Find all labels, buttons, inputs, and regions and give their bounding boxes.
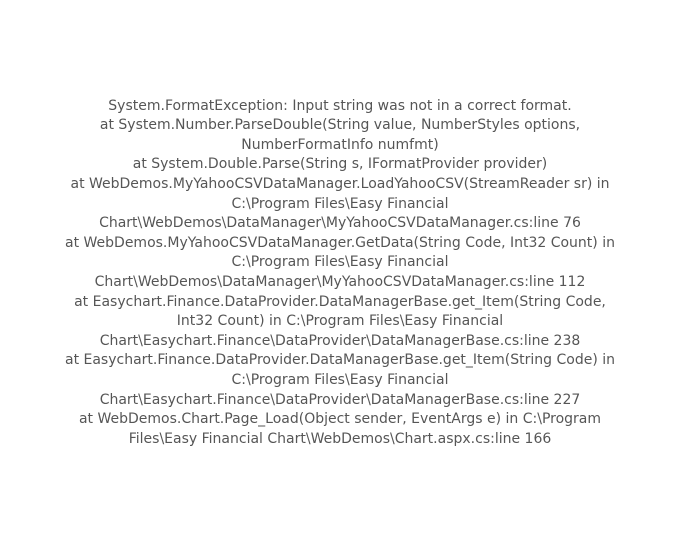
stack-trace-line: at Easychart.Finance.DataProvider.DataManagerBase.get_Item(String Code, xyxy=(74,293,606,310)
stack-trace-line: C:\Program Files\Easy Financial xyxy=(231,254,449,271)
stack-trace-line: at WebDemos.MyYahooCSVDataManager.LoadYahooCSV(StreamReader sr) in xyxy=(70,176,610,193)
stack-trace-line: Int32 Count) in C:\Program Files\Easy Financial xyxy=(176,313,504,330)
stack-trace-line: at System.Number.ParseDouble(String value, NumberStyles options, xyxy=(99,117,581,134)
stack-trace-line: Chart\Easychart.Finance\DataProvider\DataManagerBase.cs:line 238 xyxy=(99,332,581,349)
stack-trace-line: System.FormatException: Input string was not in a correct format. xyxy=(108,97,572,114)
stack-trace-line: at System.Double.Parse(String s, IFormatProvider provider) xyxy=(132,156,548,173)
stack-trace-line: at Easychart.Finance.DataProvider.DataManagerBase.get_Item(String Code) in xyxy=(64,352,615,369)
stack-trace-line: Chart\WebDemos\DataManager\MyYahooCSVDataManager.cs:line 76 xyxy=(99,215,581,232)
stack-trace-line: C:\Program Files\Easy Financial xyxy=(231,195,449,212)
stack-trace-line: Chart\Easychart.Finance\DataProvider\DataManagerBase.cs:line 227 xyxy=(99,391,581,408)
stack-trace-line: at WebDemos.Chart.Page_Load(Object sender, EventArgs e) in C:\Program xyxy=(78,411,602,428)
stack-trace-line: Chart\WebDemos\DataManager\MyYahooCSVDataManager.cs:line 112 xyxy=(94,274,586,290)
exception-stack-trace xyxy=(0,97,680,450)
stack-trace-line: NumberFormatInfo numfmt) xyxy=(241,136,439,153)
stack-trace-line: at WebDemos.MyYahooCSVDataManager.GetData(String Code, Int32 Count) in xyxy=(65,234,615,251)
stack-trace-line: C:\Program Files\Easy Financial xyxy=(231,371,449,388)
stack-trace-line: Files\Easy Financial Chart\WebDemos\Chart.aspx.cs:line 166 xyxy=(128,430,552,447)
